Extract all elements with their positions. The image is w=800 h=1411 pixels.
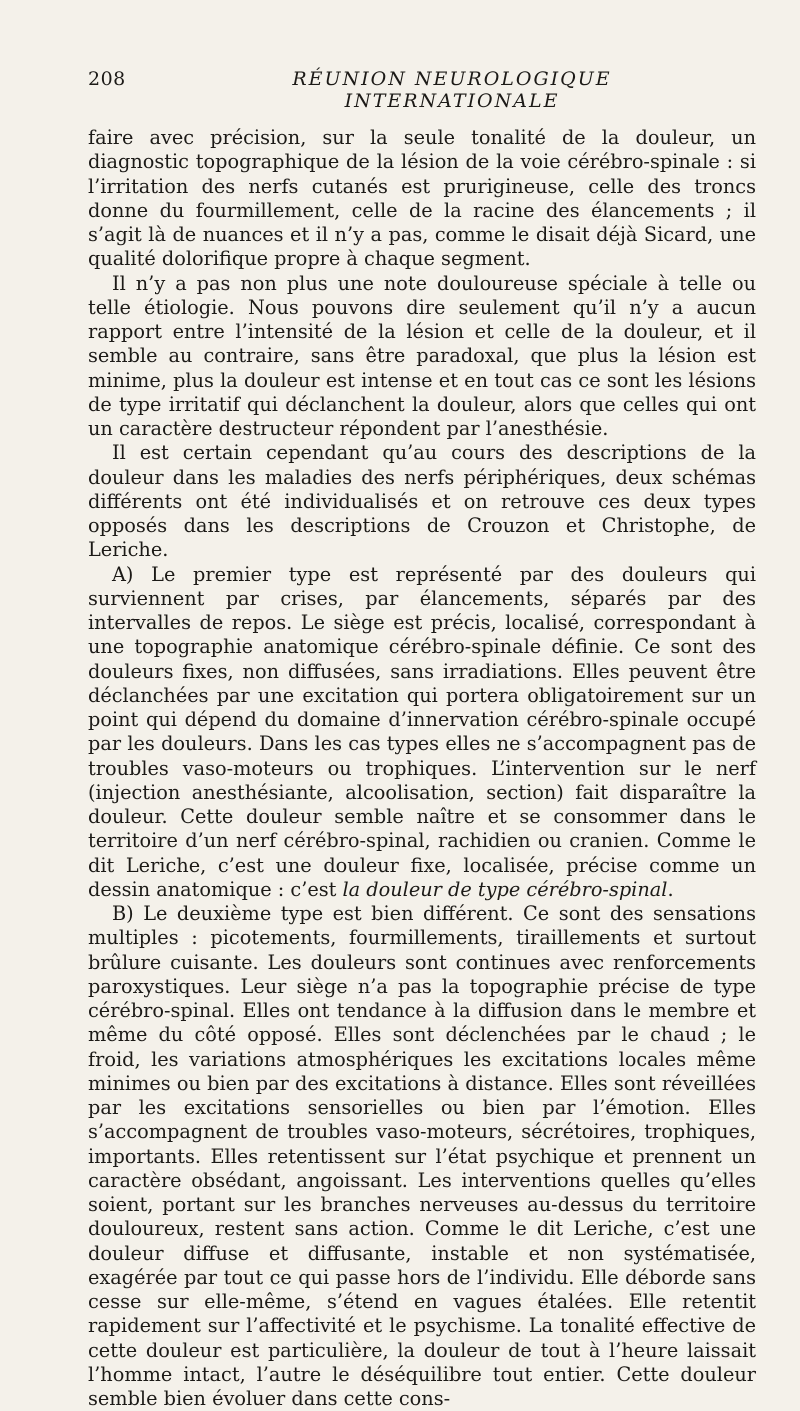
body-text — [88, 126, 756, 1411]
running-title: RÉUNION NEUROLOGIQUE INTERNATIONALE — [292, 68, 612, 112]
page-number: 208 — [88, 68, 126, 90]
paragraph-type-b: B) Le deuxième type est bien différent. Ce sont des sensations multiples : picotements, fourmillements, tiraillements et surtout brûlure cuisante. Les douleurs sont continues avec renforcements paroxystiques. Leur siège n’a pas la topographie précise de type cérébro-spinal. Elles ont tendance à la diffusion dans le membre et même du côté opposé. Elles sont déclenchées par le chaud ; le froid, les variations atmosphériques les excitations locales même minimes ou bien par des excitations à distance. Elles sont réveillées par les excitations sensorielles ou bien par l’émotion. Elles s’accompagnent de troubles vaso-moteurs, sécrétoires, trophiques, importants. Elles retentissent sur l’état psychique et prennent un caractère obsédant, angoissant. Les interventions quelles qu’elles soient, portant sur les branches nerveuses au-dessus du territoire douloureux, restent sans action. Comme le dit Leriche, c’est une douleur diffuse et diffusante, instable et non systématisée, exagérée par tout ce qui passe hors de l’individu. Elle déborde sans cesse sur elle-même, s’étend en vagues étalées. Elle retentit rapidement sur l’affectivité et le psychisme. La tonalité effective de cette douleur est particulière, la douleur de tout à l’heure laissait l’homme intact, l’autre le déséquilibre tout entier. Cette douleur semble bien évoluer dans cette cons- — [88, 902, 756, 1410]
paragraph: faire avec précision, sur la seule tonalité de la douleur, un diagnostic topographique de la lésion de la voie cérébro-spinale : si l’irritation des nerfs cutanés est prurigineuse, celle des troncs donne du fourmillement, celle de la racine des élancements ; il s’agit là de nuances et il n’y a pas, comme le disait déjà Sicard, une qualité dolorifique propre à chaque segment. — [88, 126, 756, 271]
paragraph-text: A) Le premier type est représenté par des douleurs qui surviennent par crises, par élancements, séparés par des intervalles de repos. Le siège est précis, localisé, correspondant à une topographie anatomique cérébro-spinale définie. Ce sont des douleurs fixes, non diffusées, sans irradiations. Elles peuvent être déclanchées par une excitation qui portera obligatoirement sur un point qui dépend du domaine d’innervation cérébro-spinale occupé par les douleurs. Dans les cas types elles ne s’accompagnent pas de troubles vaso-moteurs ou trophiques. L’intervention sur le nerf (injection anesthésiante, alcoolisation, section) fait disparaître la douleur. Cette douleur semble naître et se consommer dans le territoire d’un nerf cérébro-spinal, rachidien ou cranien. Comme le dit Leriche, c’est une douleur fixe, localisée, précise comme un dessin anatomique : c’est — [88, 562, 756, 901]
italic-term: la douleur de type cérébro-spinal — [342, 877, 668, 901]
paragraph-type-a — [88, 563, 756, 903]
paragraph: Il n’y a pas non plus une note douloureuse spéciale à telle ou telle étiologie. Nous pouvons dire seulement qu’il n’y a aucun rapport entre l’intensité de la lésion et celle de la douleur, et il semble au contraire, sans être paradoxal, que plus la lésion est minime, plus la douleur est intense et en tout cas ce sont les lésions de type irritatif qui déclanchent la douleur, alors que celles qui ont un caractère destructeur répondent par l’anesthésie. — [88, 271, 756, 440]
paragraph-end: . — [667, 877, 674, 901]
page-header — [88, 68, 756, 112]
paragraph: Il est certain cependant qu’au cours des descriptions de la douleur dans les maladies des nerfs périphériques, deux schémas différents ont été individualisés et on retrouve ces deux types opposés dans les descriptions de Crouzon et Christophe, de Leriche. — [88, 441, 756, 562]
